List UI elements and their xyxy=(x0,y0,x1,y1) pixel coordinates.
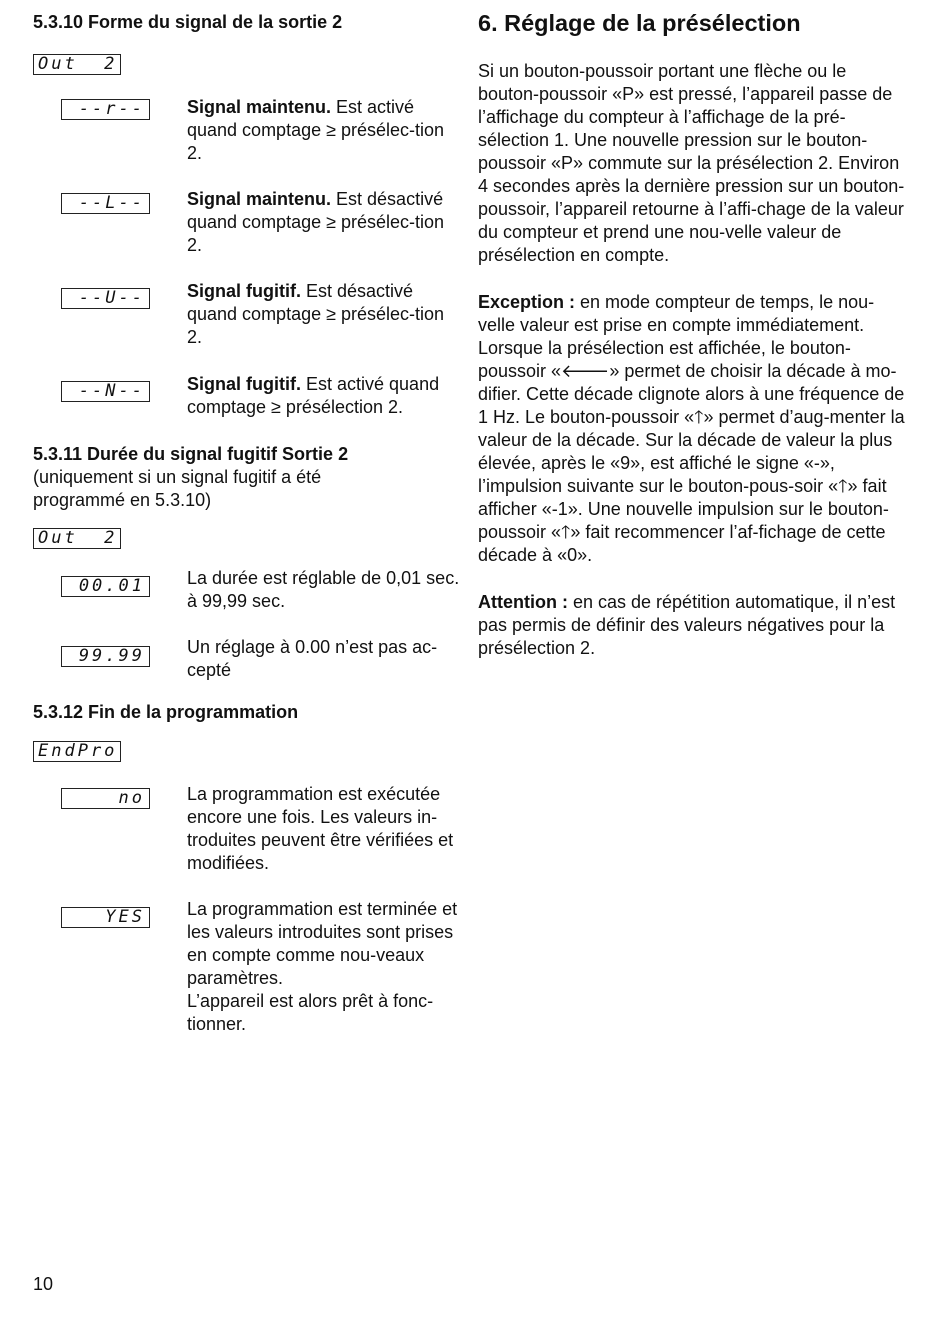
attention-lead: Attention : xyxy=(478,592,568,612)
display-endpro: EndPro xyxy=(33,741,121,762)
display-option: 00.01 xyxy=(61,576,150,597)
option-description xyxy=(187,373,463,419)
exception-lead: Exception : xyxy=(478,292,576,312)
paragraph-exception xyxy=(478,291,908,567)
option-description xyxy=(187,96,463,165)
display-option: --N-- xyxy=(61,381,150,402)
option-text: La programmation est terminée et les valeurs introduites sont prises en compte comme nou-veaux paramètres. xyxy=(187,899,458,988)
option-text: Est activé quand comptage ≥ présélection 2. xyxy=(187,374,440,417)
section-5-3-10 xyxy=(33,11,463,34)
option-text: Est désactivé quand comptage ≥ présélec-tion 2. xyxy=(187,281,445,347)
option-lead: Signal fugitif. xyxy=(187,281,301,301)
attention-text: en cas de répétition automatique, il n’est pas permis de définir des valeurs négatives pour la présélection 2. xyxy=(478,592,896,658)
option-description: La durée est réglable de 0,01 sec. à 99,99 sec. xyxy=(187,568,460,611)
display-option: --r-- xyxy=(61,99,150,120)
display-option: --U-- xyxy=(61,288,150,309)
option-description: Un réglage à 0.00 n’est pas ac-cepté xyxy=(187,637,438,680)
display-out2: Out 2 xyxy=(33,54,121,75)
display-out2: Out 2 xyxy=(33,528,121,549)
page-number: 10 xyxy=(33,1274,54,1294)
section-title: 5.3.12 Fin de la programmation xyxy=(33,702,299,722)
option-lead: Signal maintenu. xyxy=(187,97,332,117)
display-option: 99.99 xyxy=(61,646,150,667)
option-text: Est activé quand comptage ≥ présélec-tion 2. xyxy=(187,97,445,163)
option-description: La programmation est exécutée encore une fois. Les valeurs in-troduites peuvent être vérifiées et modifiées. xyxy=(187,784,454,873)
exception-text: en mode compteur de temps, le nou-velle valeur est prise en compte immédiatement. Lorsque la présélection est affichée, le bouton-poussoir «🡐» permet de choisir la décade à mo-difier. Cette décade clignote alors à une fréquence de 1 Hz. Le bouton-poussoir «🡑» permet d’aug-menter la valeur de la décade. Sur la décade de valeur la plus élevée, après le «9», est affiché le signe «-», l’impulsion suivante sur le bouton-pous-soir «🡑» fait afficher «-1». Une nouvelle impulsion sur le bouton-poussoir «🡑» fait recommencer l’af-fichage de cette décade à «0». xyxy=(478,292,905,565)
section-5-3-12 xyxy=(33,701,463,724)
option-lead: Signal fugitif. xyxy=(187,374,301,394)
section-title: 5.3.10 Forme du signal de la sortie 2 xyxy=(33,12,343,32)
section-title: 5.3.11 Durée du signal fugitif Sortie 2 xyxy=(33,444,349,464)
display-option: --L-- xyxy=(61,193,150,214)
option-text-2: L’appareil est alors prêt à fonc-tionner. xyxy=(187,991,434,1034)
section-subtitle: (uniquement si un signal fugitif a été programmé en 5.3.10) xyxy=(33,467,322,510)
option-description xyxy=(187,898,463,1036)
paragraph-intro: Si un bouton-poussoir portant une flèche ou le bouton-poussoir «P» est pressé, l’appareil passe de l’affichage du compteur à l’affichage de la pré-sélection 1. Une nouvelle pression sur le bouton-poussoir «P» commute sur la présélection 2. Environ 4 secondes après la dernière pression sur un bouton-poussoir, l’appareil retourne à l’affi-chage de la valeur du compteur et prend une nou-velle valeur de présélection en compte. xyxy=(478,61,905,265)
option-description xyxy=(187,280,463,349)
option-lead: Signal maintenu. xyxy=(187,189,332,209)
display-option: no xyxy=(61,788,150,809)
chapter-title: 6. Réglage de la présélection xyxy=(478,10,801,36)
display-option: YES xyxy=(61,907,150,928)
section-5-3-11 xyxy=(33,443,463,512)
option-description xyxy=(187,188,463,257)
paragraph-attention xyxy=(478,591,908,660)
option-text: Est désactivé quand comptage ≥ présélec-tion 2. xyxy=(187,189,445,255)
